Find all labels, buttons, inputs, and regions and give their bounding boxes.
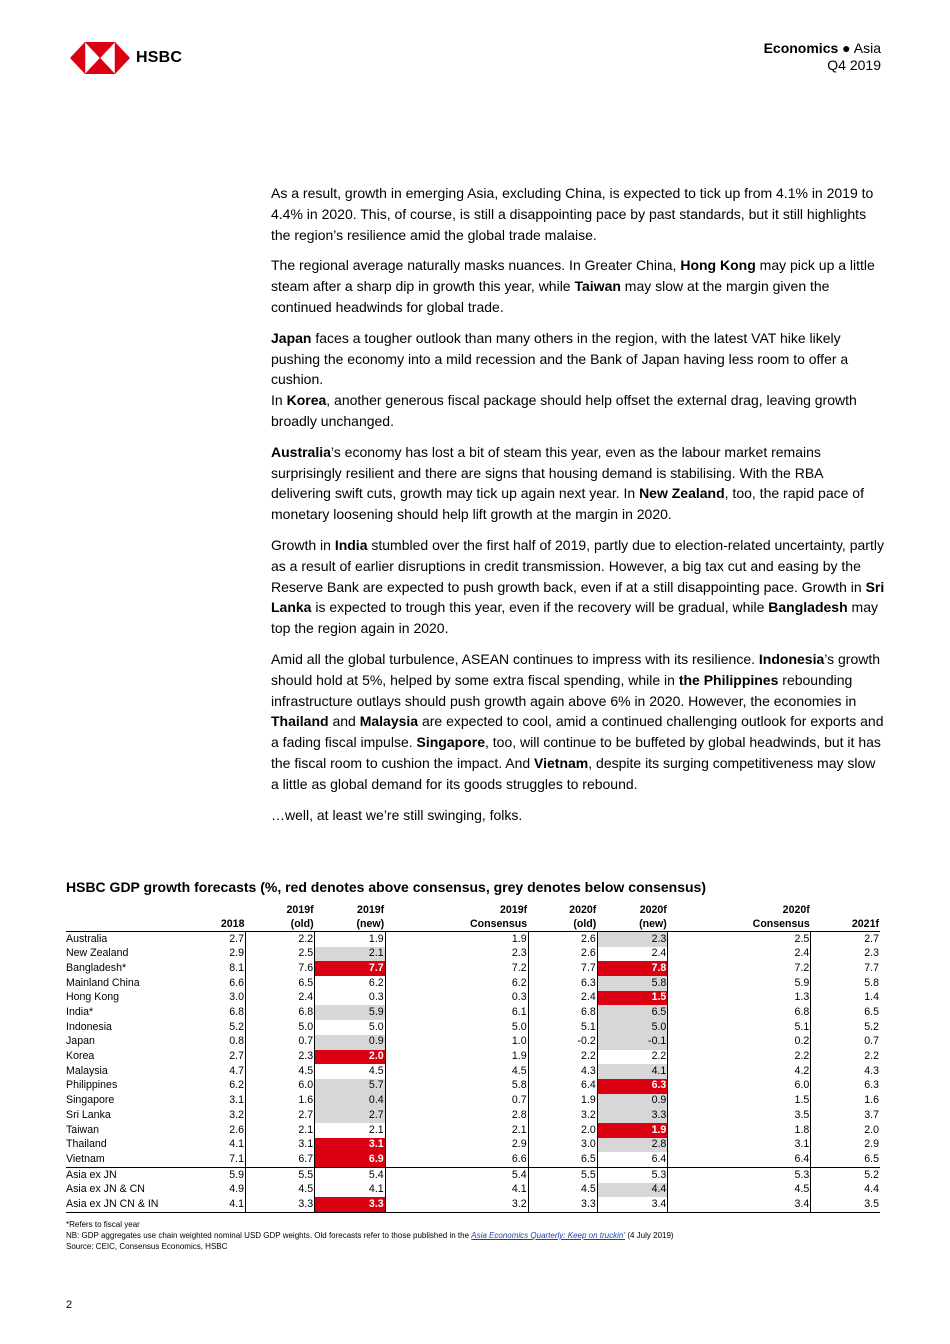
header-col-2: 2019f (new) (315, 904, 386, 932)
header-col-1: 2019f (old) (245, 904, 314, 932)
value-cell: 4.5 (245, 1064, 314, 1079)
country-name: Singapore (66, 1094, 115, 1107)
value-cell: 2.1 (385, 1123, 528, 1138)
paragraph-2: The regional average naturally masks nuances. In Greater China, Hong Kong may pick up a little steam after a sharp dip in growth this year, while Taiwan may slow at the margin given the continued headwinds for global trade. (271, 257, 875, 315)
table-row (66, 947, 880, 962)
country-name: Bangladesh* (66, 961, 127, 974)
value-cell: 1.9 (315, 932, 386, 947)
value-cell: 6.4 (597, 1152, 668, 1167)
value-cell: 1.9 (597, 1123, 668, 1138)
country-name: Indonesia (66, 1020, 112, 1033)
value-cell: 0.7 (245, 1035, 314, 1050)
value-cell: 3.1 (668, 1138, 811, 1153)
value-cell: 1.6 (864, 1094, 879, 1107)
value-cell: 6.9 (315, 1152, 386, 1167)
paragraph-5: Growth in India stumbled over the first half of 2019, partly due to election-related uncertainty, partly as a result of earlier disruptions in credit transmission. However, a big tax cut and easing by the Reserve Bank are expected to push growth back, even if at a still disappointing pace. Growth in Sri Lanka is expected to trough this year, even if the recovery will be gradual, while Bangladesh may top the region again in 2020. (271, 536, 885, 637)
country-name: Mainland China (66, 976, 140, 989)
value-cell: 6.5 (245, 976, 314, 991)
value-cell: 6.3 (528, 976, 597, 991)
value-cell: 4.1 (597, 1064, 668, 1079)
bullet: ● (842, 40, 851, 56)
value-cell: 2.9 (864, 1138, 879, 1151)
value-cell: 2.4 (597, 947, 668, 962)
value-cell: 2.1 (315, 1123, 386, 1138)
value-cell: 1.9 (385, 1050, 528, 1065)
table-row (66, 1005, 880, 1020)
country-name: Thailand (66, 1138, 107, 1151)
value-cell: 5.0 (597, 1020, 668, 1035)
value-cell: 6.7 (245, 1152, 314, 1167)
value-cell: 6.3 (597, 1079, 668, 1094)
report-period: Q4 2019 (827, 57, 881, 73)
value-cell: 7.2 (385, 961, 528, 976)
brand-name: HSBC (136, 49, 183, 66)
table-row (66, 1108, 880, 1123)
value-cell: 2.1 (315, 947, 386, 962)
value-cell: 4.7 (185, 1064, 245, 1079)
value-cell: 0.9 (315, 1035, 386, 1050)
table-row (66, 932, 880, 947)
table-row (66, 1183, 880, 1198)
table-row (66, 961, 880, 976)
table-header-row (66, 904, 880, 932)
value-cell: 4.1 (185, 1138, 245, 1153)
value-cell: 5.4 (315, 1168, 386, 1183)
country-name: Vietnam (66, 1152, 105, 1165)
value-cell: 4.5 (528, 1183, 597, 1198)
value-cell: 2.6 (528, 947, 597, 962)
value-cell: 5.2 (864, 1020, 879, 1033)
value-cell: 5.1 (668, 1020, 811, 1035)
value-cell: 5.8 (864, 976, 879, 989)
table-row (66, 991, 880, 1006)
value-cell: 6.4 (528, 1079, 597, 1094)
value-cell: 4.5 (668, 1183, 811, 1198)
report-section (764, 40, 881, 57)
value-cell: 3.0 (185, 991, 245, 1006)
value-cell: 0.3 (385, 991, 528, 1006)
country-name: New Zealand (66, 947, 129, 960)
value-cell: 7.6 (245, 961, 314, 976)
value-cell: 1.9 (385, 932, 528, 947)
value-cell: 1.3 (668, 991, 811, 1006)
value-cell: 2.9 (185, 947, 245, 962)
value-cell: 0.7 (864, 1035, 879, 1048)
value-cell: 3.4 (597, 1197, 668, 1212)
value-cell: 6.8 (245, 1005, 314, 1020)
value-cell: 6.5 (597, 1005, 668, 1020)
table-row (66, 1020, 880, 1035)
header-col-7: 2021f (811, 904, 880, 932)
table-row (66, 1197, 880, 1212)
header-col-0: 2018 (185, 904, 245, 932)
gdp-forecast-table (66, 904, 880, 1213)
value-cell: 2.7 (315, 1108, 386, 1123)
value-cell: 4.1 (315, 1183, 386, 1198)
table-row (66, 1064, 880, 1079)
country-name: Asia ex JN (66, 1168, 185, 1183)
table-row (66, 1168, 880, 1183)
value-cell: 1.4 (864, 991, 879, 1004)
value-cell: 4.3 (528, 1064, 597, 1079)
table-row (66, 1138, 880, 1153)
value-cell: 1.5 (597, 991, 668, 1006)
value-cell: 6.6 (385, 1152, 528, 1167)
value-cell: 7.2 (668, 961, 811, 976)
value-cell: 1.9 (528, 1094, 597, 1109)
value-cell: 3.1 (245, 1138, 314, 1153)
value-cell: 5.5 (245, 1168, 314, 1183)
value-cell: 5.1 (528, 1020, 597, 1035)
table-row (66, 1035, 880, 1050)
value-cell: 7.7 (528, 961, 597, 976)
value-cell: 2.3 (597, 932, 668, 947)
value-cell: 6.5 (864, 1152, 879, 1165)
value-cell: 1.0 (385, 1035, 528, 1050)
value-cell: 4.5 (385, 1064, 528, 1079)
value-cell: 0.4 (315, 1094, 386, 1109)
value-cell: 3.3 (597, 1108, 668, 1123)
value-cell: 2.7 (185, 932, 245, 947)
value-cell: 2.2 (668, 1050, 811, 1065)
value-cell: 3.2 (528, 1108, 597, 1123)
country-name: Korea (66, 1050, 95, 1063)
header-col-6: 2020f Consensus (668, 904, 811, 932)
value-cell: 0.3 (315, 991, 386, 1006)
value-cell: 0.9 (597, 1094, 668, 1109)
value-cell: 5.8 (385, 1079, 528, 1094)
value-cell: 6.5 (864, 1006, 879, 1019)
value-cell: -0.2 (528, 1035, 597, 1050)
value-cell: -0.1 (597, 1035, 668, 1050)
value-cell: 7.1 (185, 1152, 245, 1167)
value-cell: 0.7 (385, 1094, 528, 1109)
value-cell: 5.4 (385, 1168, 528, 1183)
value-cell: 3.0 (528, 1138, 597, 1153)
value-cell: 2.4 (245, 991, 314, 1006)
value-cell: 2.2 (528, 1050, 597, 1065)
section-label: Economics (763, 40, 839, 56)
value-cell: 2.7 (864, 932, 879, 945)
value-cell: 3.7 (864, 1108, 879, 1121)
paragraph-3: Japan faces a tougher outlook than many others in the region, with the latest VAT hike likely pushing the economy into a mild recession and the Bank of Japan having less room to offer a cushion. In Korea, another generous fiscal package should help offset the external drag, leaving growth broadly unchanged. (271, 329, 857, 429)
hsbc-logo (70, 42, 182, 74)
country-name: Malaysia (66, 1064, 108, 1077)
value-cell: 2.3 (864, 947, 879, 960)
value-cell: 7.7 (315, 961, 386, 976)
value-cell: 5.3 (668, 1168, 811, 1183)
value-cell: 5.9 (185, 1168, 245, 1183)
header-col-4: 2020f (old) (528, 904, 597, 932)
value-cell: 2.8 (597, 1138, 668, 1153)
table-row (66, 1079, 880, 1094)
value-cell: 2.2 (597, 1050, 668, 1065)
value-cell: 6.0 (245, 1079, 314, 1094)
note-source: Source: CEIC, Consensus Economics, HSBC (66, 1242, 228, 1251)
value-cell: 5.0 (315, 1020, 386, 1035)
note-aggregates: NB: GDP aggregates use chain weighted nominal USD GDP weights. Old forecasts refer to those published in the Asia Economics Quarterly: Keep on truckin’ (4 July 2019) (66, 1231, 674, 1240)
value-cell: 2.1 (245, 1123, 314, 1138)
value-cell: 3.4 (668, 1197, 811, 1212)
table-row (66, 1094, 880, 1109)
value-cell: 2.6 (185, 1123, 245, 1138)
table-row (66, 1050, 880, 1065)
value-cell: 3.5 (811, 1197, 880, 1212)
value-cell: 5.3 (597, 1168, 668, 1183)
value-cell: 4.3 (864, 1064, 879, 1077)
value-cell: 2.3 (245, 1050, 314, 1065)
value-cell: 8.1 (185, 961, 245, 976)
value-cell: 5.0 (245, 1020, 314, 1035)
value-cell: 3.2 (185, 1108, 245, 1123)
country-name: Hong Kong (66, 991, 120, 1004)
value-cell: 4.5 (245, 1183, 314, 1198)
value-cell: 1.5 (668, 1094, 811, 1109)
value-cell: 4.5 (315, 1064, 386, 1079)
value-cell: 6.8 (668, 1005, 811, 1020)
hsbc-hexagon-icon (70, 42, 130, 74)
report-header (764, 40, 881, 74)
country-name: Sri Lanka (66, 1108, 111, 1121)
country-name: India* (66, 1006, 94, 1019)
value-cell: 7.8 (597, 961, 668, 976)
value-cell: 3.1 (185, 1094, 245, 1109)
paragraph-4: Australia’s economy has lost a bit of steam this year, even as the labour market remains surprisingly resilient and there are signs that housing demand is stabilising. With the RBA delivering swift cuts, growth may tick up again next year. In New Zealand, too, the rapid pace of monetary loosening should help lift growth at the margin in 2020. (271, 443, 864, 523)
table-title: HSBC GDP growth forecasts (%, red denotes above consensus, grey denotes below consensus) (66, 879, 707, 895)
value-cell: 3.5 (668, 1108, 811, 1123)
country-name: Philippines (66, 1079, 118, 1092)
value-cell: 2.5 (668, 932, 811, 947)
value-cell: 7.7 (864, 961, 879, 974)
value-cell: 4.2 (668, 1064, 811, 1079)
table-body (66, 932, 880, 1213)
paragraph-1: As a result, growth in emerging Asia, excluding China, is expected to tick up from 4.1% in 2019 to 4.4% in 2020. This, of course, is still a disappointing pace by past standards, but it still highlights the region’s resilience amid the global trade malaise. (271, 185, 874, 243)
value-cell: 3.3 (315, 1197, 386, 1212)
value-cell: 1.8 (668, 1123, 811, 1138)
country-name: Asia ex JN & CN (66, 1183, 145, 1196)
value-cell: 6.8 (528, 1005, 597, 1020)
country-name: Taiwan (66, 1123, 99, 1136)
value-cell: 4.9 (185, 1183, 245, 1198)
value-cell: 2.3 (385, 947, 528, 962)
country-name: Australia (66, 932, 108, 945)
page-number: 2 (66, 1299, 73, 1311)
value-cell: 6.2 (385, 976, 528, 991)
value-cell: 4.1 (385, 1183, 528, 1198)
value-cell: 4.4 (597, 1183, 668, 1198)
value-cell: 3.3 (245, 1197, 314, 1212)
value-cell: 0.8 (185, 1035, 245, 1050)
value-cell: 2.2 (864, 1050, 879, 1063)
value-cell: 5.9 (315, 1005, 386, 1020)
value-cell: 5.7 (315, 1079, 386, 1094)
country-name: Asia ex JN CN & IN (66, 1197, 185, 1212)
paragraph-6: Amid all the global turbulence, ASEAN continues to impress with its resilience. Indonesia’s growth should hold at 5%, helped by some extra fiscal spending, while in the Philippines rebounding infrastructure outlays should push growth again above 6% in 2020. However, the economies in Thailand and Malaysia are expected to cool, amid a continued challenging outlook for exports and a fading fiscal impulse. Singapore, too, will continue to be buffeted by global headwinds, but it has the fiscal room to cushion the impact. And Vietnam, despite its surging competitiveness may slow a little as global demand for its goods struggles to rebound. (271, 650, 884, 792)
value-cell: 6.3 (864, 1079, 879, 1092)
value-cell: 2.0 (315, 1050, 386, 1065)
value-cell: 6.0 (668, 1079, 811, 1094)
value-cell: 5.5 (528, 1168, 597, 1183)
header-col-5: 2020f (new) (597, 904, 668, 932)
table-notes (66, 1219, 674, 1252)
value-cell: 6.4 (668, 1152, 811, 1167)
value-cell: 3.1 (315, 1138, 386, 1153)
table-row (66, 1152, 880, 1167)
value-cell: 2.4 (668, 947, 811, 962)
value-cell: 3.2 (385, 1197, 528, 1212)
value-cell: 2.6 (528, 932, 597, 947)
value-cell: 6.2 (185, 1079, 245, 1094)
value-cell: 5.9 (668, 976, 811, 991)
value-cell: 2.0 (528, 1123, 597, 1138)
value-cell: 5.0 (385, 1020, 528, 1035)
value-cell: 5.2 (811, 1168, 880, 1183)
value-cell: 1.6 (245, 1094, 314, 1109)
value-cell: 2.7 (185, 1050, 245, 1065)
value-cell: 2.7 (245, 1108, 314, 1123)
value-cell: 2.5 (245, 947, 314, 962)
table-row (66, 1123, 880, 1138)
value-cell: 2.9 (385, 1138, 528, 1153)
value-cell: 4.4 (864, 1183, 879, 1196)
report-link[interactable]: Asia Economics Quarterly: Keep on truckin’ (471, 1231, 626, 1240)
value-cell: 0.2 (668, 1035, 811, 1050)
value-cell: 6.6 (185, 976, 245, 991)
value-cell: 6.5 (528, 1152, 597, 1167)
value-cell: 5.2 (185, 1020, 245, 1035)
value-cell: 6.2 (315, 976, 386, 991)
value-cell: 5.8 (597, 976, 668, 991)
value-cell: 2.0 (864, 1123, 879, 1136)
note-fiscal-year: *Refers to fiscal year (66, 1220, 140, 1229)
body-text (271, 183, 886, 835)
paragraph-7: …well, at least we’re still swinging, folks. (271, 806, 523, 823)
value-cell: 3.3 (528, 1197, 597, 1212)
country-name: Japan (66, 1035, 95, 1048)
value-cell: 2.8 (385, 1108, 528, 1123)
header-country (66, 904, 185, 932)
value-cell: 2.2 (245, 932, 314, 947)
value-cell: 6.8 (185, 1005, 245, 1020)
value-cell: 2.4 (528, 991, 597, 1006)
header-col-3: 2019f Consensus (385, 904, 528, 932)
value-cell: 4.1 (185, 1197, 245, 1212)
table-row (66, 976, 880, 991)
value-cell: 6.1 (385, 1005, 528, 1020)
region-label: Asia (853, 40, 881, 56)
